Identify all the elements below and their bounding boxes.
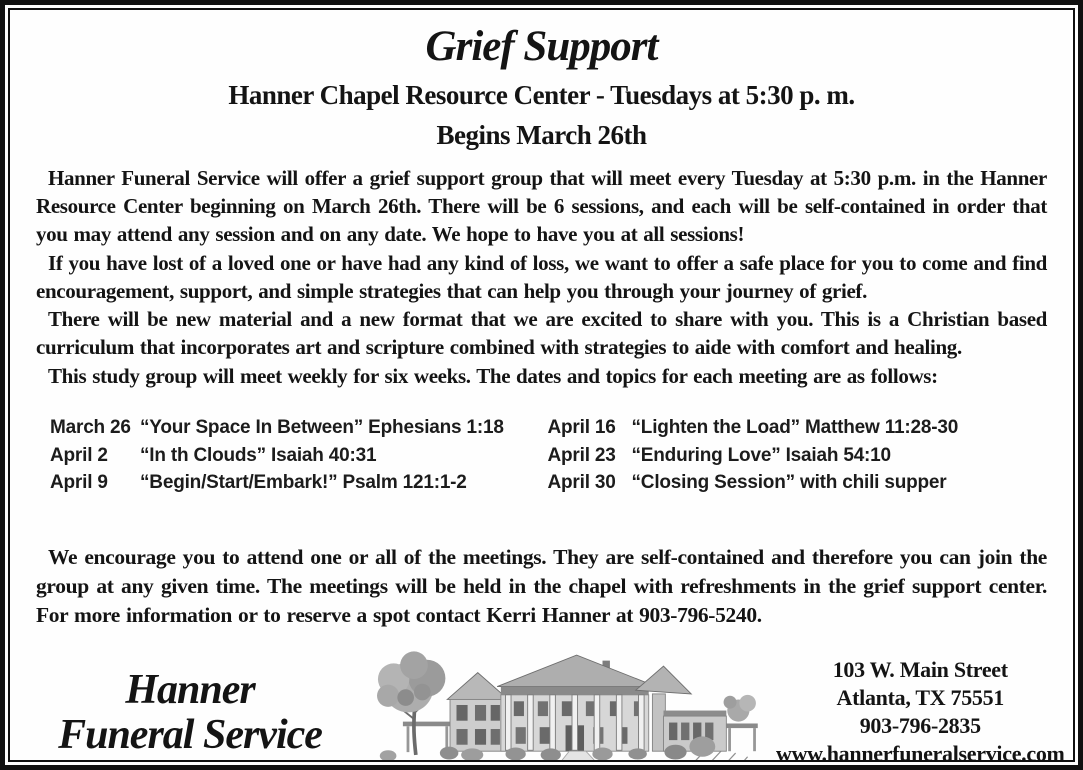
schedule-row <box>50 414 542 442</box>
session-topic: “Closing Session” with chili supper <box>631 472 947 494</box>
ad-header <box>36 22 1047 151</box>
phone-number: 903-796-2835 <box>859 712 981 738</box>
body-copy <box>36 164 1047 390</box>
start-date-line: Begins March 26th <box>436 120 647 150</box>
closing-paragraph: We encourage you to attend one or all of the meetings. They are self-contained and therefore you can join the group at any given time. The meetings will be held in the chapel with refreshments in the grief support center. For more information or to reserve a spot contact Kerri Hanner at 903-796-5240. <box>36 545 1047 627</box>
session-topic: “Begin/Start/Embark!” Psalm 121:1-2 <box>140 472 467 494</box>
schedule-row <box>548 442 1048 470</box>
body-paragraph-2: If you have lost of a loved one or have had any kind of loss, we want to offer a safe place for you to come and find encouragement, support, and simple strategies that can help you through your journey of grief. <box>36 250 1047 303</box>
session-date: April 23 <box>547 444 616 466</box>
session-schedule <box>36 414 1047 497</box>
session-date: March 26 <box>50 416 131 438</box>
city-state-zip: Atlanta, TX 75551 <box>836 685 1004 711</box>
schedule-column-left <box>36 414 542 497</box>
session-date: April 2 <box>50 444 108 466</box>
company-name-line1: Hanner <box>125 666 255 713</box>
session-topic: “Your Space In Between” Ephesians 1:18 <box>140 416 504 438</box>
schedule-row <box>50 469 542 497</box>
session-topic: “Lighten the Load” Matthew 11:28-30 <box>631 416 959 438</box>
website-url: www.hannerfuneralservice.com <box>776 740 1065 762</box>
ad-content <box>8 8 1075 762</box>
session-date: April 9 <box>50 472 108 494</box>
session-date: April 16 <box>547 416 616 438</box>
body-paragraph-4: This study group will meet weekly for six weeks. The dates and topics for each meeting are as follows: <box>48 363 938 388</box>
schedule-row <box>50 442 542 470</box>
session-topic: “Enduring Love” Isaiah 54:10 <box>631 444 891 466</box>
body-paragraph-3: There will be new material and a new format that we are excited to share with you. This is a Christian based curriculum that incorporates art and scripture combined with strategies to aide with comfort and healing. <box>36 307 1047 360</box>
ad-footer <box>36 644 1065 762</box>
company-wordmark <box>36 664 344 758</box>
contact-block <box>776 654 1065 762</box>
funeral-home-illustration <box>344 644 776 762</box>
schedule-column-right <box>542 414 1048 497</box>
session-topic: “In th Clouds” Isaiah 40:31 <box>140 444 377 466</box>
street-address: 103 W. Main Street <box>832 657 1008 683</box>
session-date: April 30 <box>547 472 616 494</box>
schedule-row <box>548 414 1048 442</box>
company-name-line2: Funeral Service <box>58 711 322 758</box>
body-paragraph-1: Hanner Funeral Service will offer a grief support group that will meet every Tuesday at 5:30 p.m. in the Hanner Resource Center beginning on March 26th. There will be 6 sessions, and each will be self-contained in order that you may attend any session and on any date. We hope to have you at all sessions! <box>36 166 1047 247</box>
subtitle-location-time: Hanner Chapel Resource Center - Tuesdays at 5:30 p. m. <box>228 80 855 110</box>
schedule-row <box>548 469 1048 497</box>
page-title: Grief Support <box>425 23 658 70</box>
